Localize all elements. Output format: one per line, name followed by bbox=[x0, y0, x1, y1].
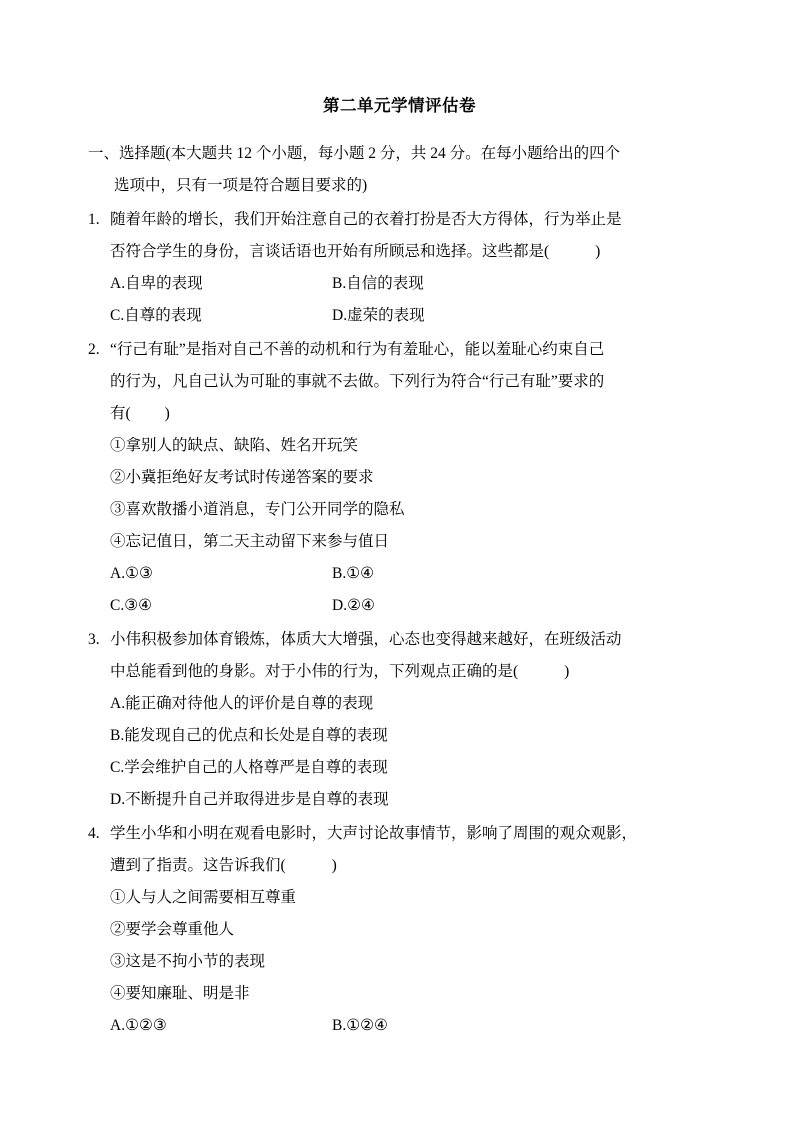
option-b: B.①②④ bbox=[332, 1017, 388, 1034]
option-a: A.①③ bbox=[110, 565, 153, 582]
section-heading bbox=[88, 138, 711, 202]
sub-item: ④要知廉耻、明是非 bbox=[110, 985, 250, 1002]
option-a: A.能正确对待他人的评价是自尊的表现 bbox=[110, 695, 374, 712]
option-d: D.不断提升自己并取得进步是自尊的表现 bbox=[110, 791, 389, 808]
question-text-part: 遭到了指责。这告诉我们( bbox=[110, 857, 286, 874]
question-text-tail: ) bbox=[564, 663, 570, 680]
question-number: 2. bbox=[88, 341, 100, 358]
option-d: D.虚荣的表现 bbox=[332, 307, 425, 324]
page-title: 第二单元学情评估卷 bbox=[323, 97, 476, 115]
option-b: B.自信的表现 bbox=[332, 275, 424, 292]
sub-item: ④忘记值日，第二天主动留下来参与值日 bbox=[110, 533, 390, 550]
question-number: 4. bbox=[88, 825, 100, 842]
sub-item: ①拿别人的缺点、缺陷、姓名开玩笑 bbox=[110, 437, 359, 454]
question-number: 3. bbox=[88, 631, 100, 648]
sub-item: ③喜欢散播小道消息，专门公开同学的隐私 bbox=[110, 501, 405, 518]
option-a: A.自卑的表现 bbox=[110, 275, 203, 292]
option-b: B.能发现自己的优点和长处是自尊的表现 bbox=[110, 727, 388, 744]
question-text-part: 中总能看到他的身影。对于小伟的行为，下列观点正确的是( bbox=[110, 663, 519, 680]
question-1 bbox=[88, 204, 711, 332]
option-row bbox=[110, 268, 711, 300]
question-text-line bbox=[110, 656, 711, 688]
question-text-line bbox=[110, 850, 711, 882]
question-text-part: 否符合学生的身份，言谈话语也开始有所顾忌和选择。这些都是( bbox=[110, 243, 550, 260]
section-detail: (本大题共 12 个小题，每小题 2 分，共 24 分。在每小题给出的四个 bbox=[165, 145, 621, 162]
option-row bbox=[110, 300, 711, 332]
question-text-line: 随着年龄的增长，我们开始注意自己的衣着打扮是否大方得体，行为举止是 bbox=[110, 211, 622, 228]
question-text-tail: ) bbox=[595, 243, 601, 260]
option-c: C.学会维护自己的人格尊严是自尊的表现 bbox=[110, 759, 388, 776]
section-label: 一、选择题 bbox=[88, 145, 166, 162]
question-text-tail: ) bbox=[331, 857, 337, 874]
sub-item: ①人与人之间需要相互尊重 bbox=[110, 889, 297, 906]
question-3 bbox=[88, 624, 711, 816]
question-text-part: 有( bbox=[110, 405, 131, 422]
option-row bbox=[110, 558, 711, 590]
question-number: 1. bbox=[88, 211, 100, 228]
question-text-line: 小伟积极参加体育锻炼，体质大大增强，心态也变得越来越好，在班级活动 bbox=[110, 631, 622, 648]
question-text-line: 学生小华和小明在观看电影时，大声讨论故事情节，影响了周围的观众观影， bbox=[110, 825, 638, 842]
question-text-line: “行己有耻”是指对自己不善的动机和行为有羞耻心，能以羞耻心约束自己 bbox=[110, 341, 605, 358]
option-c: C.③④ bbox=[110, 597, 153, 614]
option-d: D.②④ bbox=[332, 597, 375, 614]
option-a: A.①②③ bbox=[110, 1017, 167, 1034]
question-2 bbox=[88, 334, 711, 622]
question-text-line: 的行为，凡自己认为可耻的事就不去做。下列行为符合“行己有耻”要求的 bbox=[110, 373, 605, 390]
question-text-tail: ) bbox=[164, 405, 170, 422]
option-row bbox=[110, 1010, 711, 1042]
option-row bbox=[110, 590, 711, 622]
question-text-line bbox=[110, 236, 711, 268]
section-detail-2: 选项中，只有一项是符合题目要求的) bbox=[114, 177, 368, 194]
sub-item: ③这是不拘小节的表现 bbox=[110, 953, 266, 970]
option-b: B.①④ bbox=[332, 565, 375, 582]
sub-item: ②要学会尊重他人 bbox=[110, 921, 235, 938]
sub-item: ②小冀拒绝好友考试时传递答案的要求 bbox=[110, 469, 374, 486]
option-c: C.自尊的表现 bbox=[110, 307, 202, 324]
question-4 bbox=[88, 818, 711, 1042]
question-text-line bbox=[110, 398, 711, 430]
